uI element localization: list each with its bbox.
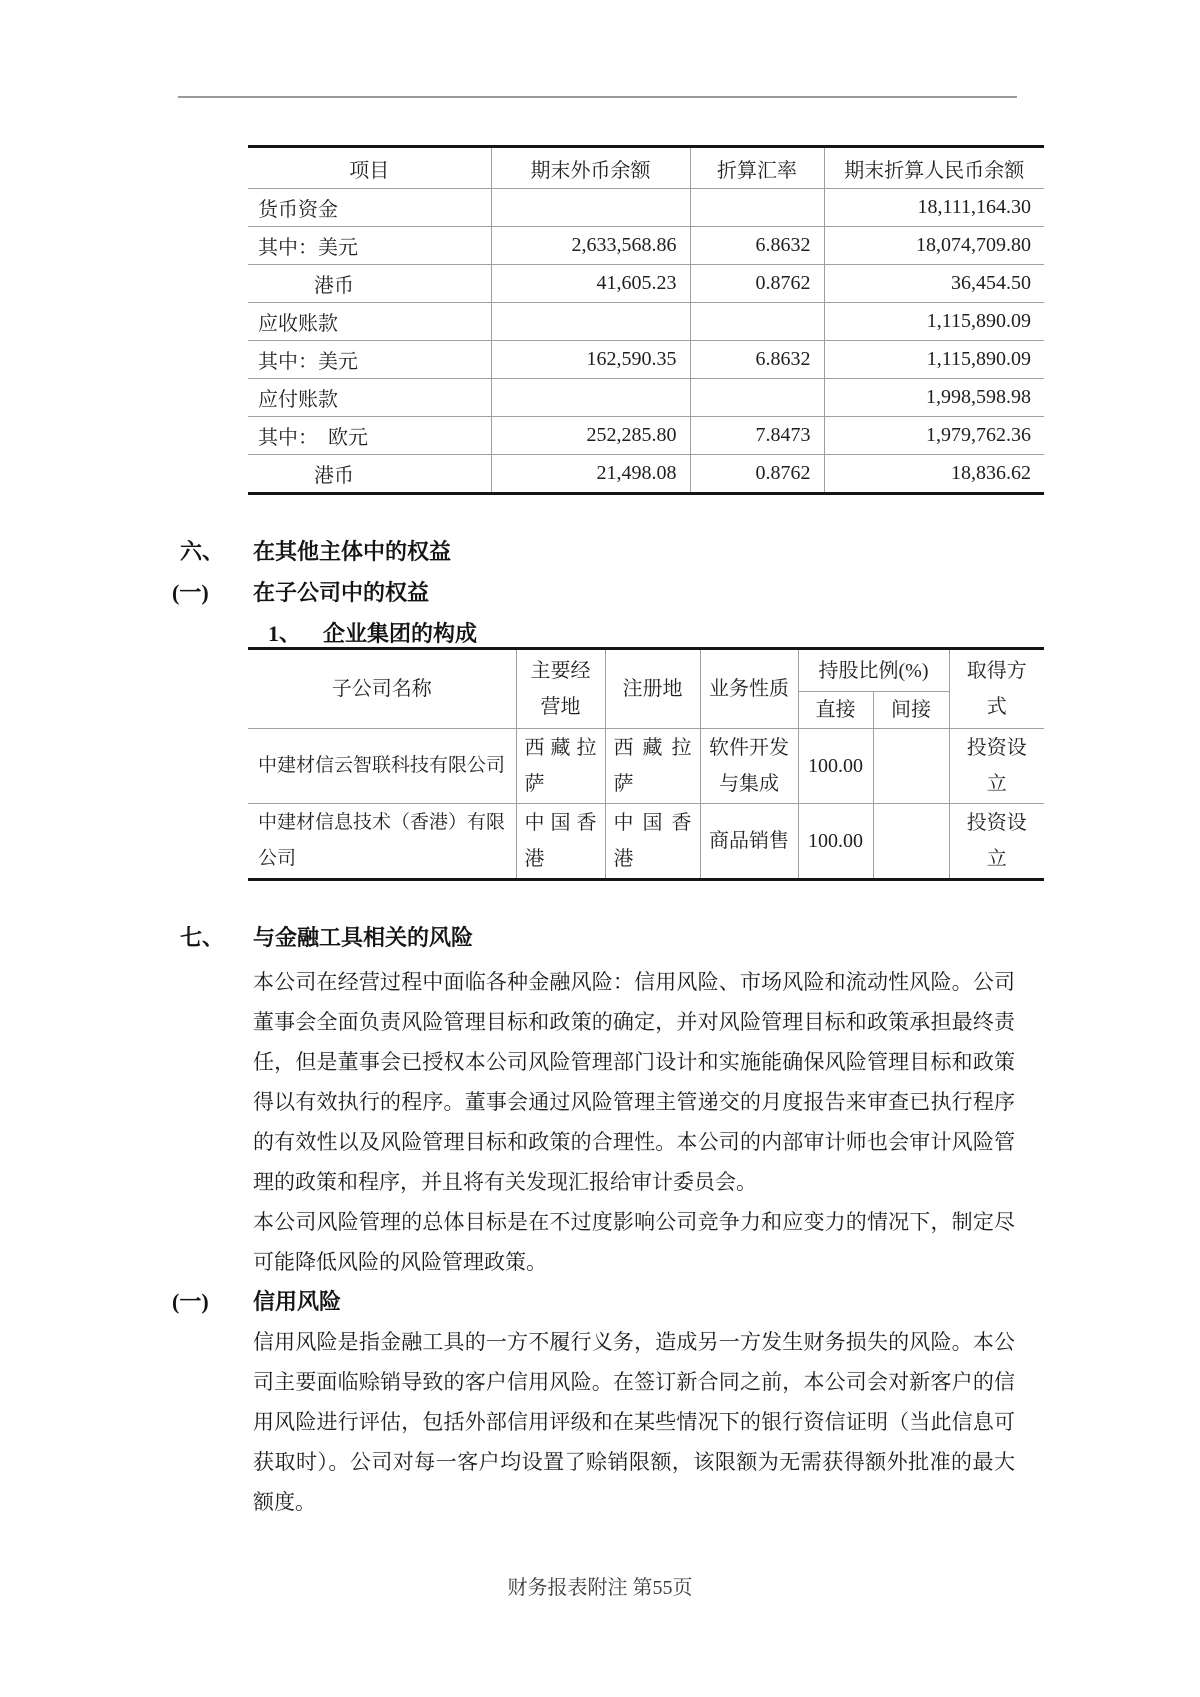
subsidiary-table bbox=[248, 647, 1044, 881]
section-title: 在其他主体中的权益 bbox=[253, 539, 452, 564]
cell-item: 应付账款 bbox=[248, 379, 491, 417]
cell-direct: 100.00 bbox=[798, 729, 873, 804]
cell-rmb: 36,454.50 bbox=[824, 265, 1044, 303]
col-header-business: 业务性质 bbox=[700, 649, 798, 729]
page-footer: 财务报表附注 第55页 bbox=[507, 1577, 693, 1599]
table-row bbox=[248, 189, 1044, 227]
table-header-row bbox=[248, 147, 1044, 189]
section-title: 企业集团的构成 bbox=[323, 621, 478, 646]
table-header-row bbox=[248, 649, 1044, 692]
col-header-rate: 折算汇率 bbox=[690, 147, 824, 189]
cell-foreign: 41,605.23 bbox=[491, 265, 690, 303]
col-header-direct: 直接 bbox=[798, 692, 873, 729]
col-header-indirect: 间接 bbox=[873, 692, 949, 729]
cell-rmb: 1,998,598.98 bbox=[824, 379, 1044, 417]
cell-foreign: 162,590.35 bbox=[491, 341, 690, 379]
section-number: 六、 bbox=[180, 539, 225, 564]
section-6-1-1-heading bbox=[268, 619, 477, 649]
cell-method: 投资设立 bbox=[949, 804, 1044, 880]
cell-direct: 100.00 bbox=[798, 804, 873, 880]
cell-foreign: 252,285.80 bbox=[491, 417, 690, 455]
currency-translation-table bbox=[248, 145, 1044, 495]
paragraph: 本公司在经营过程中面临各种金融风险：信用风险、市场风险和流动性风险。公司董事会全面负责风险管理目标和政策的确定，并对风险管理目标和政策承担最终责任，但是董事会已授权本公司风险管理部门设计和实施能确保风险管理目标和政策得以有效执行的程序。董事会通过风险管理主管递交的月度报告来审查已执行程序的有效性以及风险管理目标和政策的合理性。本公司的内部审计师也会审计风险管理的政策和程序，并且将有关发现汇报给审计委员会。 bbox=[253, 970, 1015, 1194]
col-header-registry: 注册地 bbox=[605, 649, 700, 729]
col-header-method: 取得方式 bbox=[949, 649, 1044, 729]
table-row bbox=[248, 303, 1044, 341]
table-row bbox=[248, 417, 1044, 455]
cell-item: 其中：美元 bbox=[248, 341, 491, 379]
section-number: 七、 bbox=[180, 925, 225, 950]
cell-rate: 6.8632 bbox=[690, 227, 824, 265]
cell-rate bbox=[690, 189, 824, 227]
cell-indirect bbox=[873, 804, 949, 880]
cell-main-place: 西藏拉萨 bbox=[516, 729, 605, 804]
cell-indirect bbox=[873, 729, 949, 804]
cell-rate bbox=[690, 303, 824, 341]
cell-main-place: 中国香港 bbox=[516, 804, 605, 880]
cell-rate: 0.8762 bbox=[690, 265, 824, 303]
cell-item: 其中： 欧元 bbox=[248, 417, 491, 455]
cell-subsidiary-name: 中建材信息技术（香港）有限公司 bbox=[248, 804, 516, 880]
cell-registry: 中国香港 bbox=[605, 804, 700, 880]
cell-foreign: 2,633,568.86 bbox=[491, 227, 690, 265]
col-header-shareholding-ratio: 持股比例(%) bbox=[798, 649, 949, 692]
cell-rmb: 1,115,890.09 bbox=[824, 341, 1044, 379]
cell-rmb: 18,836.62 bbox=[824, 455, 1044, 494]
col-header-subsidiary-name: 子公司名称 bbox=[331, 678, 432, 700]
cell-rate: 0.8762 bbox=[690, 455, 824, 494]
section-7-heading bbox=[180, 923, 473, 953]
table-row bbox=[248, 265, 1044, 303]
cell-rate: 7.8473 bbox=[690, 417, 824, 455]
cell-method: 投资设立 bbox=[949, 729, 1044, 804]
cell-item: 港币 bbox=[248, 455, 491, 494]
section-title: 在子公司中的权益 bbox=[253, 580, 430, 605]
table-row bbox=[248, 455, 1044, 494]
section-6-1-heading bbox=[172, 578, 429, 608]
section-title: 与金融工具相关的风险 bbox=[253, 925, 474, 950]
cell-rmb: 1,115,890.09 bbox=[824, 303, 1044, 341]
cell-rate: 6.8632 bbox=[690, 341, 824, 379]
section-7-1-heading bbox=[172, 1282, 1035, 1322]
cell-rmb: 18,074,709.80 bbox=[824, 227, 1044, 265]
col-header-rmb-balance: 期末折算人民币余额 bbox=[824, 147, 1044, 189]
section-number: 1、 bbox=[268, 621, 302, 646]
col-header-main-place: 主要经营地 bbox=[516, 649, 605, 729]
cell-foreign bbox=[491, 379, 690, 417]
cell-rmb: 18,111,164.30 bbox=[824, 189, 1044, 227]
paragraph: 信用风险是指金融工具的一方不履行义务，造成另一方发生财务损失的风险。本公司主要面临赊销导致的客户信用风险。在签订新合同之前，本公司会对新客户的信用风险进行评估，包括外部信用评级和在某些情况下的银行资信证明（当此信息可获取时）。公司对每一客户均设置了赊销限额，该限额为无需获得额外批准的最大额度。 bbox=[253, 1330, 1015, 1514]
table-row bbox=[248, 379, 1044, 417]
header-rule bbox=[178, 96, 1017, 98]
section-7-body bbox=[172, 962, 1035, 1522]
cell-foreign bbox=[491, 303, 690, 341]
cell-item: 港币 bbox=[248, 265, 491, 303]
table-row bbox=[248, 729, 1044, 804]
table-row bbox=[248, 227, 1044, 265]
cell-foreign: 21,498.08 bbox=[491, 455, 690, 494]
cell-subsidiary-name: 中建材信云智联科技有限公司 bbox=[248, 729, 516, 804]
cell-business: 软件开发与集成 bbox=[700, 729, 798, 804]
paragraph: 本公司风险管理的总体目标是在不过度影响公司竞争力和应变力的情况下，制定尽可能降低风险的风险管理政策。 bbox=[253, 1210, 1015, 1274]
cell-foreign bbox=[491, 189, 690, 227]
cell-item: 货币资金 bbox=[248, 189, 491, 227]
cell-registry: 西藏拉萨 bbox=[605, 729, 700, 804]
cell-item: 其中：美元 bbox=[248, 227, 491, 265]
cell-rate bbox=[690, 379, 824, 417]
section-title: 信用风险 bbox=[253, 1289, 342, 1314]
cell-item: 应收账款 bbox=[248, 303, 491, 341]
cell-rmb: 1,979,762.36 bbox=[824, 417, 1044, 455]
cell-business: 商品销售 bbox=[700, 804, 798, 880]
table-row bbox=[248, 341, 1044, 379]
section-6-heading bbox=[180, 537, 451, 567]
section-number: (一) bbox=[172, 580, 209, 605]
table-row bbox=[248, 804, 1044, 880]
section-number: (一) bbox=[172, 1289, 209, 1314]
col-header-item: 项目 bbox=[349, 159, 390, 182]
col-header-foreign-balance: 期末外币余额 bbox=[491, 147, 690, 189]
